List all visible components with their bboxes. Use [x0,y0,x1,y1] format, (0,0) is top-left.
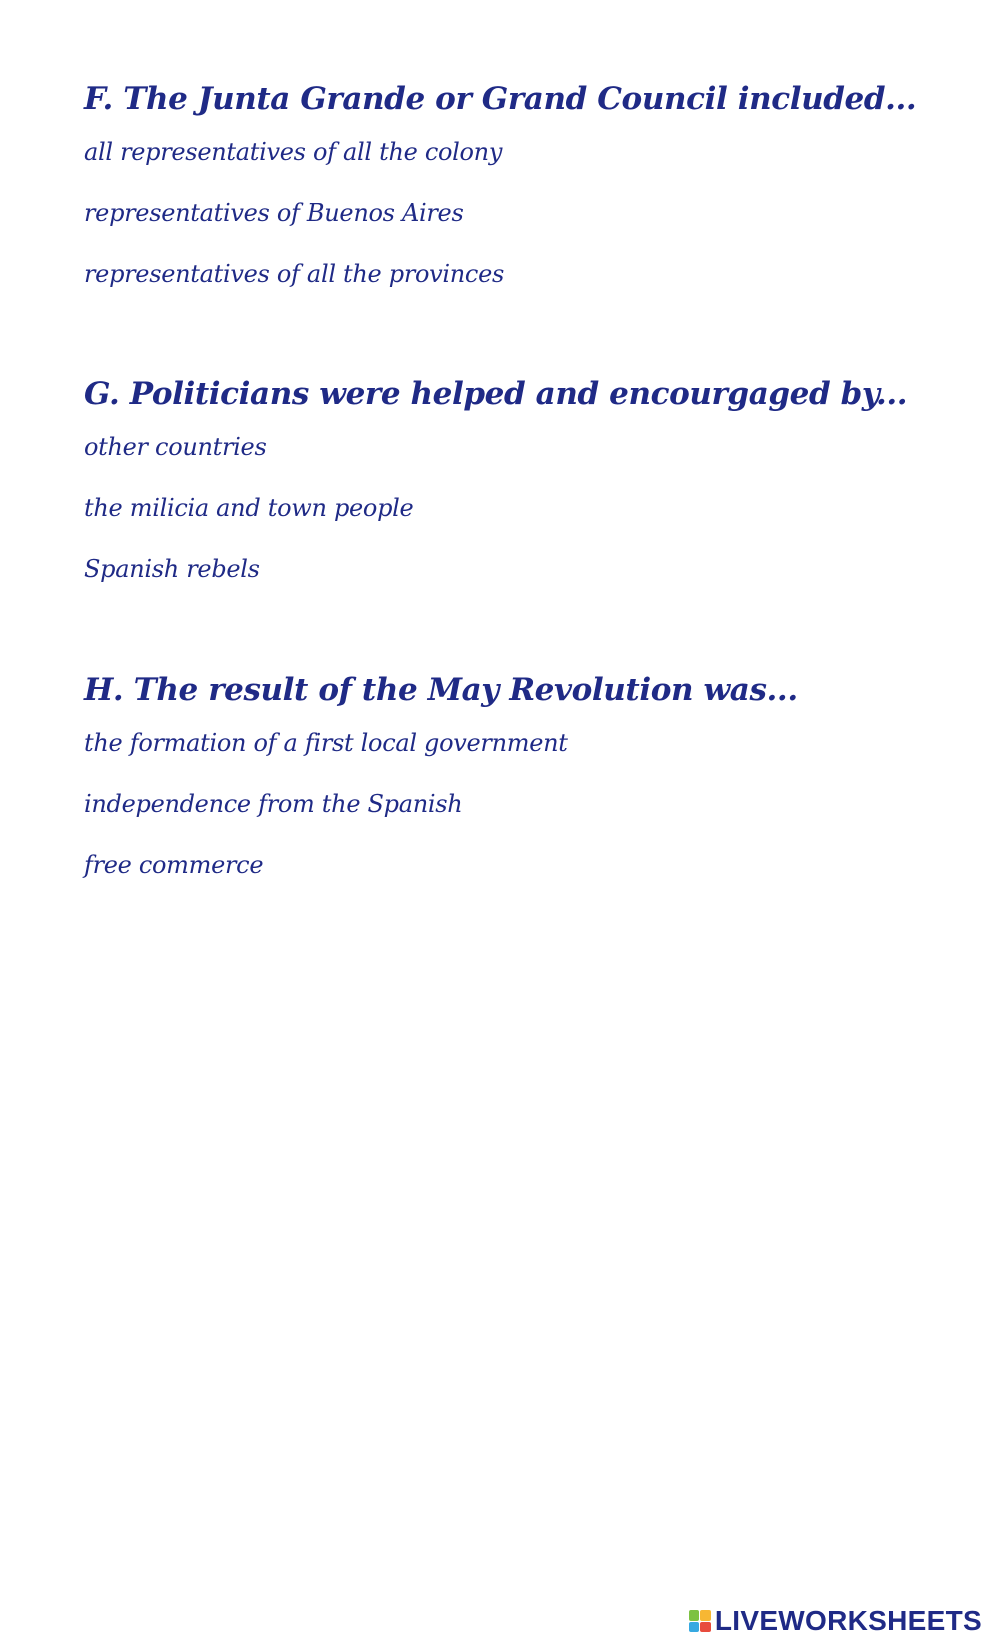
answer-option[interactable]: the milicia and town people [84,493,414,522]
liveworksheets-logo-icon [689,1610,711,1632]
answer-option[interactable]: other countries [84,432,267,461]
logo-text: LIVEWORKSHEETS [714,1605,982,1636]
answer-option[interactable]: representatives of Buenos Aires [84,198,464,227]
liveworksheets-logo [689,1607,982,1635]
logo-square [700,1622,711,1633]
question-title: G. Politicians were helped and encourgaged by... [84,376,908,412]
answer-option[interactable]: Spanish rebels [84,554,260,583]
logo-square [689,1610,700,1621]
answer-option[interactable]: independence from the Spanish [84,789,463,818]
answer-option[interactable]: all representatives of all the colony [84,137,503,166]
question-title: F. The Junta Grande or Grand Council included... [84,81,917,117]
question-title: H. The result of the May Revolution was... [84,672,798,708]
question-f [84,81,917,321]
question-h [84,673,904,912]
answer-options [84,138,904,321]
answer-options [84,433,904,616]
answer-option[interactable]: the formation of a first local government [84,728,568,757]
answer-option[interactable]: representatives of all the provinces [84,259,504,288]
question-g [84,376,908,616]
answer-options [84,729,904,912]
answer-option[interactable]: free commerce [84,850,264,879]
logo-square [689,1622,700,1633]
logo-square [700,1610,711,1621]
